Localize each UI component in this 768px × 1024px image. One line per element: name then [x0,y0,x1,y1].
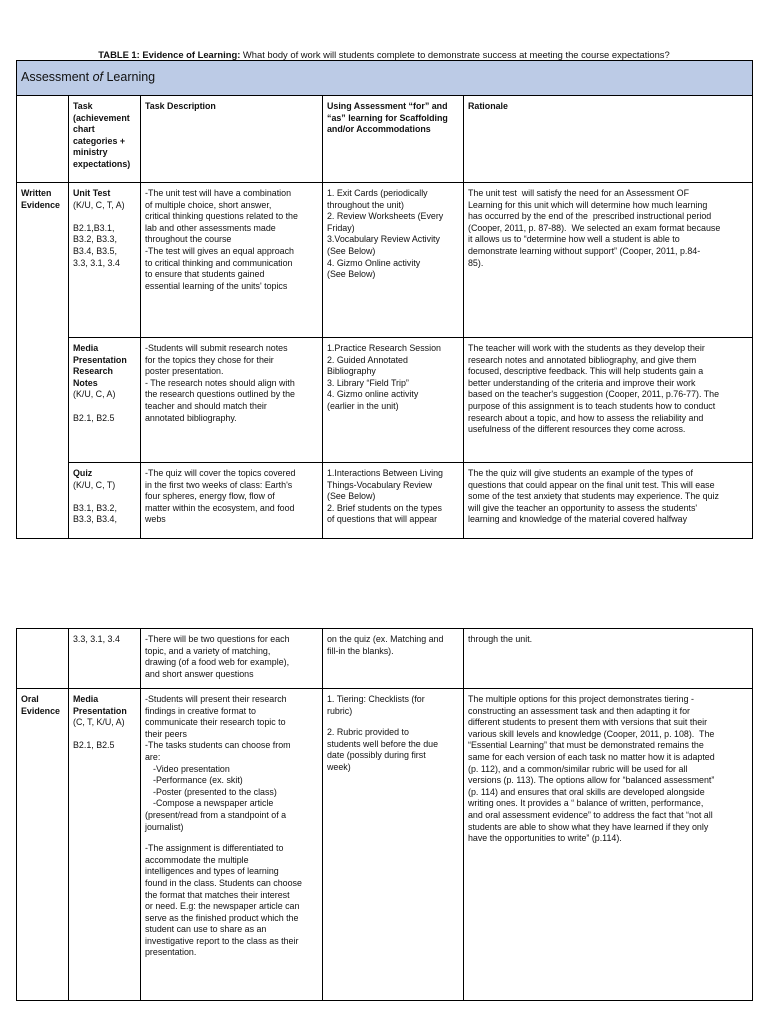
text-line: to ensure that students gained [145,269,265,280]
text-line: topic, and a variety of matching, [145,645,271,656]
text-line: -The assignment is differentiated to [145,843,284,854]
text-line: the format that matches their interest [145,889,290,900]
text-line: have the opportunities to write” (p.114). [468,833,622,844]
text-line: four spheres, energy flow, flow of [145,491,275,502]
text-line: critical thinking questions related to the [145,211,298,222]
text-line: Oral [21,694,39,704]
text-line: demonstrate learning without support” (Cooper, 2011, p.84- [468,245,701,256]
text-line: through the unit. [468,634,533,644]
text-line: 2. Rubric provided to [327,727,409,738]
text-line: (See Below) [327,491,376,502]
text-line: 1. Tiering: Checklists (for [327,694,425,704]
text-line: Evidence [21,705,60,716]
description-quiz-continued [141,629,323,689]
text-line: B3.1, B3.2, [73,502,117,513]
text-line: accommodate the multiple [145,854,249,865]
scaffolding-media-presentation [323,689,464,1001]
caption-label: TABLE 1: [98,49,140,60]
task-unit-test [69,183,141,338]
text-line: the research questions outlined by the [145,389,295,400]
text-line [73,729,136,741]
text-line: annotated bibliography. [145,412,237,423]
text-line: Friday) [327,222,355,233]
text-line: research notes and annotated bibliography, and give them [468,354,697,365]
text-line: their peers [145,728,187,739]
text-line: Things-Vocabulary Review [327,479,433,490]
text-line: same for each version of each task no matter how it is adapted [468,751,715,762]
text-line: (p. 112), and a common/similar rubric will be used for all [468,763,688,774]
text-line: better understanding of the criteria and improve their work [468,377,696,388]
text-line: of questions that will appear [327,514,438,525]
text-line: some of the test anxiety that students may experience. The quiz [468,491,719,502]
text-line: throughout the course [145,234,232,245]
text-line: B2.1,B3.1, [73,222,115,233]
text-line: matter within the ecosystem, and food [145,502,295,513]
text-line: Evidence [21,199,60,210]
rationale-media-notes [464,338,753,463]
column-header-row [17,96,753,183]
evidence-table-page-1 [16,60,753,539]
text-line: are: [145,751,161,762]
text-line: 85). [468,257,484,268]
text-line: Media [73,694,99,704]
text-line: based on the teacher's suggestion (Cooper, 2011, p.76-77). The [468,389,720,400]
text-line: (K/U, C, A) [73,389,116,400]
text-line: drawing (of a food web for example), [145,657,290,668]
text-line: ministry [73,147,108,158]
text-line: -There will be two questions for each [145,634,290,644]
table-row-quiz [17,463,753,539]
rationale-quiz-continued [464,629,753,689]
text-line: -The test will gives an equal approach [145,245,294,256]
text-line: B3.3, B3.4, [73,514,117,525]
text-line: -Compose a newspaper article [153,798,274,809]
text-line: 4. Gizmo online activity [327,389,419,400]
text-line: Using Assessment “for” and [327,101,448,111]
scaffolding-unit-test [323,183,464,338]
text-line: throughout the unit) [327,199,404,210]
table-row-media-notes [17,338,753,463]
text-line: rubric) [327,705,353,716]
text-line: B2.1, B2.5 [73,740,115,751]
text-line: various skill levels and knowledge (Cooper, 2011, p. 108). The [468,728,715,739]
text-line: B3.4, B3.5, [73,245,117,256]
description-unit-test [141,183,323,338]
text-line: (achievement [73,112,130,123]
text-line: -Poster (presented to the class) [153,786,277,797]
text-line: fill-in the blanks). [327,645,394,656]
text-line: -Video presentation [153,763,230,774]
task-quiz [69,463,141,539]
text-line: focused, descriptive feedback. This will help students gain a [468,366,704,377]
text-line: 2. Review Worksheets (Every [327,211,444,222]
text-line: writing ones. It provides a “ balance of written, performance, [468,798,704,809]
text-line: questions that could appear on the final unit test. This will ease [468,479,715,490]
text-line: Learning for this unit which will determine how much learning [468,199,708,210]
text-line: (See Below) [327,245,376,256]
caption-title: Evidence of Learning: [139,49,241,60]
text-line: and/or Accommodations [327,124,431,135]
text-line: students well before the due [327,738,439,749]
text-line: chart [73,124,95,135]
text-line: research about a topic, and how to assess the reliability and [468,412,704,423]
text-line: Quiz [73,468,93,478]
text-line: week) [327,761,351,772]
text-line: date (possibly during first [327,750,426,761]
text-line: 1.Practice Research Session [327,343,441,353]
text-line: 3.3, 3.1, 3.4 [73,634,120,644]
table-row-media-presentation [17,689,753,1001]
text-line: (See Below) [327,269,376,280]
scaffolding-media-notes [323,338,464,463]
text-line: purpose of this assignment is to teach students how to conduct [468,400,716,411]
section-title: Assessment of Learning [17,61,753,96]
table-row-quiz-continued [17,629,753,689]
task-quiz-continued [69,629,141,689]
text-line: (C, T, K/U, A) [73,717,125,728]
text-line: usefulness of the different resources they come across. [468,424,686,435]
text-line: serve as the finished product which the [145,912,299,923]
text-line: 3. Library “Field Trip” [327,377,409,388]
text-line: Notes [73,377,98,388]
task-media-presentation [69,689,141,1001]
row-label-blank [17,629,69,689]
text-line: -The quiz will cover the topics covered [145,468,296,478]
text-line: findings in creative format to [145,705,256,716]
text-line: intelligences and types of learning [145,866,279,877]
text-line: presentation. [145,947,197,958]
text-line: and short answer questions [145,668,254,679]
evidence-table-page-2 [16,628,753,1001]
task-media-notes [69,338,141,463]
description-quiz [141,463,323,539]
row-label-oral-evidence [17,689,69,1001]
text-line: (earlier in the unit) [327,400,399,411]
rationale-quiz [464,463,753,539]
text-line [73,401,136,413]
text-line: webs [145,514,166,525]
text-line: Media [73,343,99,353]
description-media-presentation [141,689,323,1001]
text-line: investigative report to the class as their [145,935,299,946]
text-line: has occurred by the end of the prescribed instructional period [468,211,712,222]
text-line: for the topics they chose for their [145,354,274,365]
header-scaffolding [323,96,464,183]
text-line: or need. E.g: the newspaper article can [145,901,300,912]
text-line: teacher and should match their [145,400,267,411]
header-task [69,96,141,183]
table-row-unit-test [17,183,753,338]
text-line: The the quiz will give students an example of the types of [468,468,693,478]
text-line: Written [21,188,52,198]
text-line: 4. Gizmo Online activity [327,257,421,268]
text-line: of multiple choice, short answer, [145,199,272,210]
text-line: (p. 114) and ensures that oral skills are developed alongside [468,786,705,797]
text-line: -Students will submit research notes [145,343,288,353]
text-line: Task [73,101,93,111]
caption-question: What body of work will students complete to demonstrate success at meeting the course expectations? [240,49,670,60]
text-line: The teacher will work with the students as they develop their [468,343,705,353]
text-line [73,491,136,503]
text-line: student can use to share as an [145,924,267,935]
text-line: versions (p. 113). The options allow for “balanced assessment” [468,775,715,786]
text-line: 3.Vocabulary Review Activity [327,234,440,245]
text-line: lab and other assessments made [145,222,276,233]
text-line: (Cooper, 2011, p. 87-88). We selected an exam format because [468,222,721,233]
header-rationale: Rationale [464,96,753,183]
text-line: essential learning of the units' topics [145,280,288,291]
text-line [73,211,136,223]
text-line: in the first two weeks of class: Earth's [145,479,293,490]
text-line: will give the teacher an opportunity to assess the students' [468,502,698,513]
text-line: Presentation [73,354,127,365]
text-line: journalist) [145,821,184,832]
text-line: (present/read from a standpoint of a [145,809,287,820]
text-line: 3.3, 3.1, 3.4 [73,257,120,268]
text-line: B2.1, B2.5 [73,412,115,423]
text-line: Presentation [73,705,127,716]
text-line: “as” learning for Scaffolding [327,112,448,123]
text-line: 2. Guided Annotated [327,354,408,365]
text-line: The multiple options for this project demonstrates tiering - [468,694,694,704]
rationale-media-presentation [464,689,753,1001]
text-line: (K/U, C, T, A) [73,199,125,210]
text-line: -Performance (ex. skit) [153,775,243,786]
header-blank [17,96,69,183]
text-line: - The research notes should align with [145,377,295,388]
text-line: poster presentation. [145,366,224,377]
text-line: constructing an assessment task and then adapting it for [468,705,691,716]
text-line: on the quiz (ex. Matching and [327,634,444,644]
text-line: The unit test will satisfy the need for an Assessment OF [468,188,689,198]
row-label-written-evidence [17,183,69,539]
scaffolding-quiz-continued [323,629,464,689]
text-line: -Students will present their research [145,694,287,704]
text-line: B3.2, B3.3, [73,234,117,245]
text-line: Research [73,366,113,377]
text-line: to critical thinking and communication [145,257,293,268]
text-line: “Essential Learning” that must be demonstrated remains the [468,740,704,751]
text-line: categories + [73,135,126,146]
text-line: -The unit test will have a combination [145,188,292,198]
text-line: Unit Test [73,188,111,198]
text-line: and oral assessment evidence” to address the fact that “not all [468,809,713,820]
scaffolding-quiz [323,463,464,539]
text-line: found in the class. Students can choose [145,877,302,888]
text-line: students are able to show what they have learned if they only [468,821,709,832]
text-line: expectations) [73,158,131,169]
description-media-notes [141,338,323,463]
text-line: learning and knowledge of the material covered halfway [468,514,688,525]
text-line: 2. Brief students on the types [327,502,442,513]
text-line: Bibliography [327,366,376,377]
text-line: communicate their research topic to [145,717,286,728]
text-line: -The tasks students can choose from [145,740,291,751]
text-line: (K/U, C, T) [73,479,116,490]
text-line: 1. Exit Cards (periodically [327,188,428,198]
text-line: it allows us to “determine how well a student is able to [468,234,680,245]
header-description: Task Description [141,96,323,183]
text-line: different students to present them with versions that suit their [468,717,708,728]
text-line: 1.Interactions Between Living [327,468,443,478]
rationale-unit-test [464,183,753,338]
